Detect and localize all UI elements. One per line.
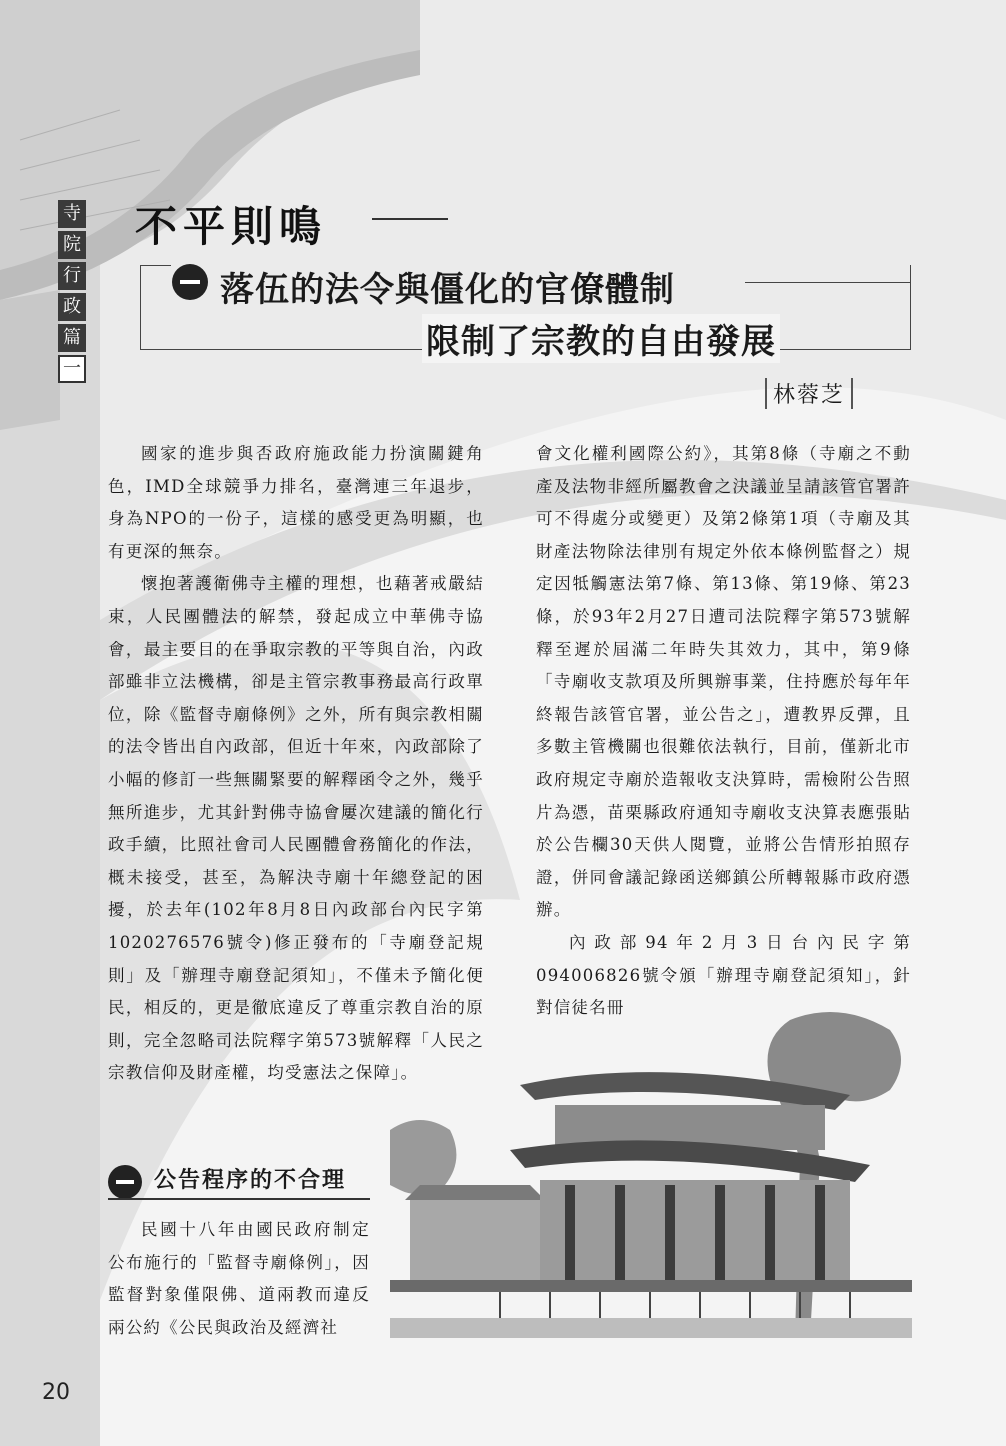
paragraph: 會文化權利國際公約》，其第8條（寺廟之不動產及法物非經所屬教會之決議並呈請該管官署許可不得處分或變更）及第2條第1項（寺廟及其財產法物除法律別有規定外依本條例監督之）規定因牴觸憲法第7條、第13條、第19條、第23條，於93年2月27日遭司法院釋字第573號解釋至遲於屆滿二年時失其效力，其中，第9條「寺廟收支款項及所興辦事業，住持應於每年年終報告該管官署，並公告之」，遭教界反彈，且多數主管機關也很難依法執行，目前，僅新北市政府規定寺廟於造報收支決算時，需檢附公告照片為憑，苗栗縣政府通知寺廟收支決算表應張貼於公告欄30天供人閱覽，並將公告情形拍照存證，併同會議記錄函送鄉鎮公所轉報縣市政府憑辦。 xyxy=(536,444,911,920)
body-column-2 xyxy=(536,438,911,1025)
category-tag-number: 一 xyxy=(58,355,86,383)
paragraph: 民國十八年由國民政府制定公布施行的「監督寺廟條例」，因監督對象僅限佛、道兩教而違反兩公約《公民與政治及經濟社 xyxy=(108,1220,370,1337)
article-title: 不平則鳴 xyxy=(135,202,328,251)
dash-badge-icon xyxy=(108,1165,142,1199)
section-title: 公告程序的不合理 xyxy=(154,1167,347,1193)
subtitle-frame-top-right xyxy=(745,282,911,283)
temple-gate-image xyxy=(390,1000,912,1338)
paragraph: 國家的進步與否政府施政能力扮演關鍵角色，IMD全球競爭力排名，臺灣連三年退步，身為NPO的一份子，這樣的感受更為明顯，也有更深的無奈。 xyxy=(108,444,484,561)
category-tag: 篇 xyxy=(58,324,86,352)
subtitle-line-1: 落伍的法令與僵化的官僚體制 xyxy=(220,270,675,310)
title-rule xyxy=(372,218,448,220)
author-name: 林蓉芝 xyxy=(765,378,853,409)
category-tag: 寺 xyxy=(58,200,86,228)
body-column-3 xyxy=(108,1214,370,1344)
category-tag: 行 xyxy=(58,262,86,290)
page-number: 20 xyxy=(42,1380,70,1405)
paragraph: 懷抱著護衛佛寺主權的理想，也藉著戒嚴結束，人民團體法的解禁，發起成立中華佛寺協會，最主要目的在爭取宗教的平等與自治，內政部雖非立法機構，卻是主管宗教事務最高行政單位，除《監督寺廟條例》之外，所有與宗教相關的法令皆出自內政部，但近十年來，內政部除了小幅的修訂一些無關緊要的解釋函令之外，幾乎無所進步，尤其針對佛寺協會屢次建議的簡化行政手續，比照社會司人民團體會務簡化的作法，概未接受，甚至，為解決寺廟十年總登記的困擾，於去年(102年8月8日內政部台內民字第1020276576號令)修正發布的「寺廟登記規則」及「辦理寺廟登記須知」，不僅未予簡化便民，相反的，更是徹底違反了尊重宗教自治的原則，完全忽略司法院釋字第573號解釋「人民之宗教信仰及財產權，均受憲法之保障」。 xyxy=(108,574,484,1083)
category-tag: 政 xyxy=(58,293,86,321)
section-rule xyxy=(108,1198,370,1200)
subtitle-frame-corner xyxy=(140,265,171,350)
paragraph: 內政部94年2月3日台內民字第094006826號令頒「辦理寺廟登記須知」，針對信徒名冊 xyxy=(536,932,911,1018)
category-tags xyxy=(58,200,86,386)
category-tag: 院 xyxy=(58,231,86,259)
body-column-1 xyxy=(108,438,484,1090)
dash-badge-icon xyxy=(172,264,208,300)
subtitle-line-2: 限制了宗教的自由發展 xyxy=(422,314,780,363)
section-heading xyxy=(108,1163,370,1199)
